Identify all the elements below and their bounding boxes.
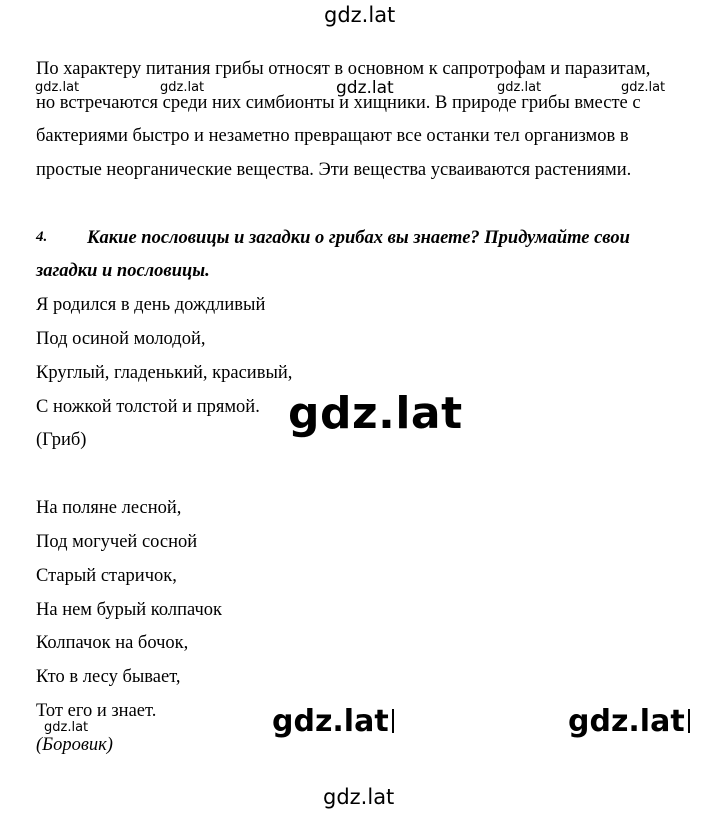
riddle-line: На поляне лесной,	[36, 498, 182, 518]
watermark-large: gdz.lat	[288, 388, 463, 439]
watermark-small: gdz.lat	[621, 80, 666, 95]
question-number: 4.	[36, 229, 48, 245]
paragraph-line: По характеру питания грибы относят в основном к сапротрофам и паразитам,	[36, 59, 651, 79]
riddle-answer: (Боровик)	[36, 735, 113, 755]
watermark-small: gdz.lat	[35, 80, 80, 95]
paragraph-line: бактериями быстро и незаметно превращают все останки тел организмов в	[36, 126, 629, 146]
watermark-bottom: gdz.lat	[323, 785, 395, 809]
riddle-line: Старый старичок,	[36, 566, 177, 586]
riddle-line: С ножкой толстой и прямой.	[36, 397, 260, 417]
riddle-line: Под осиной молодой,	[36, 329, 206, 349]
paragraph-line: простые неорганические вещества. Эти вещества усваиваются растениями.	[36, 160, 632, 180]
question-text: загадки и пословицы.	[36, 261, 210, 281]
riddle-line: Кто в лесу бывает,	[36, 667, 181, 687]
watermark-medium: gdz.lat	[272, 704, 394, 739]
riddle-line: Круглый, гладенький, красивый,	[36, 363, 293, 383]
watermark-top: gdz.lat	[324, 3, 396, 27]
question-text: Какие пословицы и загадки о грибах вы знаете? Придумайте свои	[87, 228, 630, 248]
riddle-answer: (Гриб)	[36, 430, 87, 450]
riddle-line: Тот его и знает.	[36, 701, 157, 721]
watermark-small: gdz.lat	[336, 78, 394, 98]
paragraph-line: но встречаются среди них симбионты и хищники. В природе грибы вместе с	[36, 93, 641, 113]
riddle-line: Колпачок на бочок,	[36, 633, 189, 653]
watermark-small: gdz.lat	[44, 720, 89, 735]
watermark-small: gdz.lat	[160, 80, 205, 95]
watermark-small: gdz.lat	[497, 80, 542, 95]
watermark-medium: gdz.lat	[568, 704, 690, 739]
riddle-line: Под могучей сосной	[36, 532, 198, 552]
riddle-line: Я родился в день дождливый	[36, 295, 266, 315]
riddle-line: На нем бурый колпачок	[36, 600, 223, 620]
